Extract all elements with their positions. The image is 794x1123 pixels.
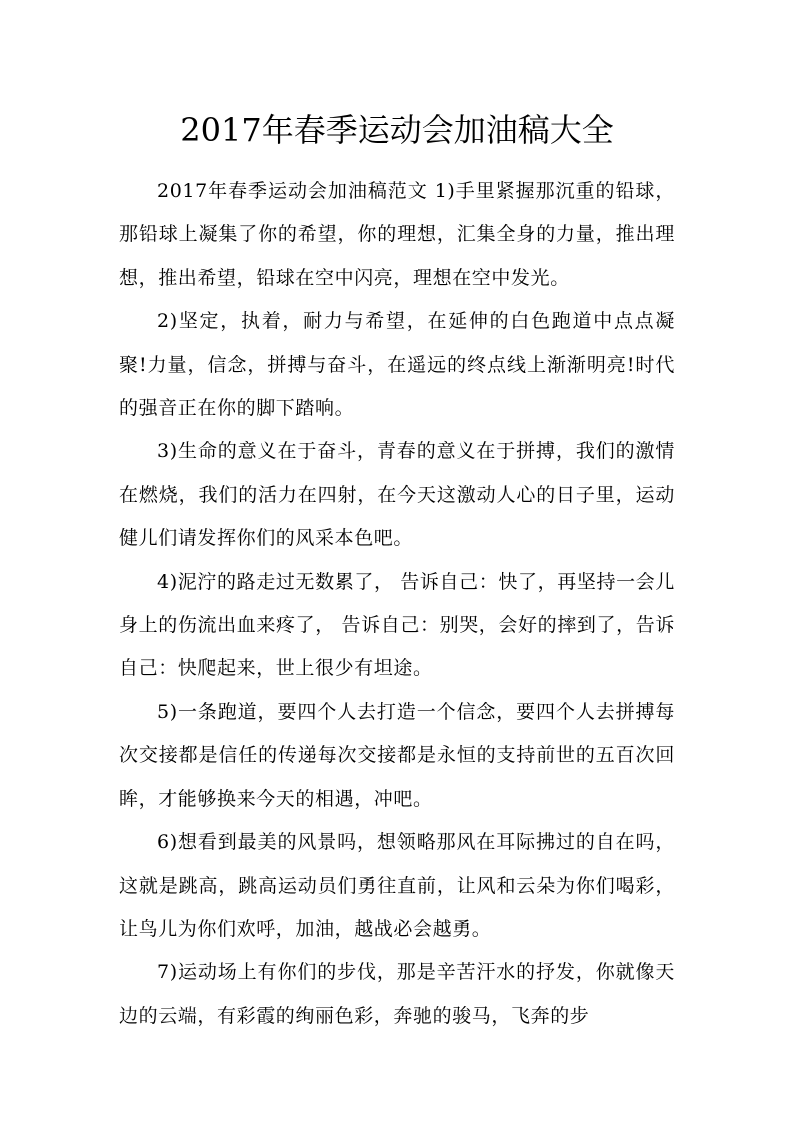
paragraph-3: 3)生命的意义在于奋斗，青春的意义在于拼搏，我们的激情在燃烧，我们的活力在四射，在今天这激动人心的日子里，运动健儿们请发挥你们的风采本色吧。 bbox=[119, 440, 675, 550]
paragraph-1: 2017年春季运动会加油稿范文 1)手里紧握那沉重的铅球，那铅球上凝集了你的希望，你的理想，汇集全身的力量，推出理想，推出希望，铅球在空中闪亮，理想在空中发光。 bbox=[119, 180, 675, 289]
paragraph-2: 2)坚定，执着，耐力与希望，在延伸的白色跑道中点点凝聚!力量，信念，拼搏与奋斗，在遥远的终点线上渐渐明亮!时代的强音正在你的脚下踏响。 bbox=[119, 310, 675, 420]
paragraph-7: 7)运动场上有你们的步伐，那是辛苦汗水的抒发，你就像天边的云端，有彩霞的绚丽色彩，奔驰的骏马，飞奔的步 bbox=[119, 961, 675, 1027]
document-title: 2017年春季运动会加油稿大全 bbox=[180, 111, 614, 149]
paragraph-5: 5)一条跑道，要四个人去打造一个信念，要四个人去拼搏每次交接都是信任的传递每次交接都是永恒的支持前世的五百次回眸，才能够换来今天的相遇，冲吧。 bbox=[119, 700, 675, 810]
paragraph-6: 6)想看到最美的风景吗，想领略那风在耳际拂过的自在吗，这就是跳高，跳高运动员们勇往直前，让风和云朵为你们喝彩，让鸟儿为你们欢呼，加油，越战必会越勇。 bbox=[119, 831, 675, 940]
document-body bbox=[119, 170, 675, 1038]
paragraph-4: 4)泥泞的路走过无数累了， 告诉自己：快了，再坚持一会儿身上的伤流出血来疼了， 告诉自己：别哭，会好的摔到了，告诉自己：快爬起来，世上很少有坦途。 bbox=[119, 570, 675, 680]
